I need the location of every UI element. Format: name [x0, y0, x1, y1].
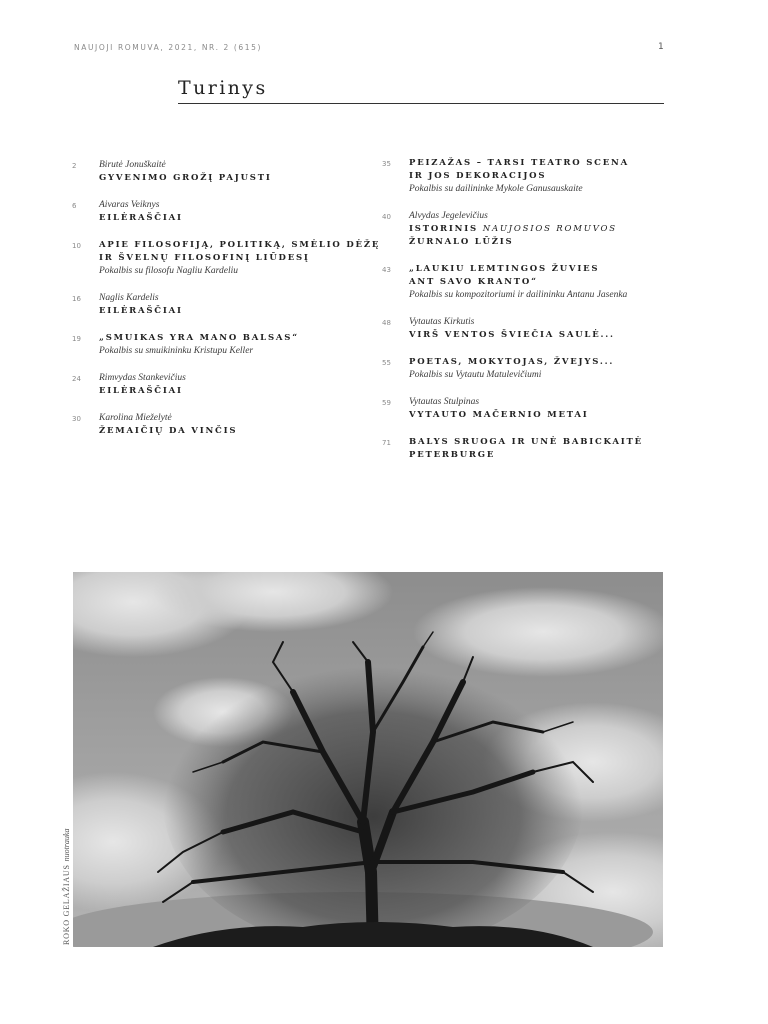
entry-author: Birutė Jonuškaitė: [99, 160, 166, 170]
entry-subtitle: Pokalbis su dailininke Mykole Ganusauskaite: [409, 184, 583, 194]
entry-title-line-2: IR JOS DEKORACIJOS: [409, 171, 547, 181]
toc-entry[interactable]: [382, 157, 672, 196]
toc-entry[interactable]: [382, 356, 672, 382]
entry-title-part: ISTORINIS: [409, 224, 483, 234]
entry-title-line-2: ANT SAVO KRANTO“: [409, 277, 538, 287]
entry-page-number: 30: [72, 415, 81, 423]
entry-author: Vytautas Stulpinas: [409, 397, 480, 407]
entry-title: „SMUIKAS YRA MANO BALSAS“: [99, 333, 299, 343]
entry-title: BALYS SRUOGA IR UNĖ BABICKAITĖ: [409, 437, 643, 447]
entry-page-number: 48: [382, 319, 391, 327]
entry-page-number: 35: [382, 160, 391, 168]
entry-author: Alvydas Jegelevičius: [409, 211, 488, 221]
toc-entry[interactable]: [382, 263, 672, 302]
photo-credit-name: ROKO GELAŽIAUS: [62, 864, 71, 945]
toc-entry[interactable]: [72, 199, 372, 225]
entry-author: Rimvydas Stankevičius: [99, 373, 186, 383]
toc-entry[interactable]: [382, 210, 672, 249]
entry-title: VIRŠ VENTOS ŠVIEČIA SAULĖ...: [409, 330, 615, 340]
entry-title: GYVENIMO GROŽĮ PAJUSTI: [99, 173, 272, 183]
toc-entry[interactable]: [72, 159, 372, 185]
entry-title: „LAUKIU LEMTINGOS ŽUVIES: [409, 264, 600, 274]
toc-entry[interactable]: [382, 436, 672, 462]
entry-title: VYTAUTO MAČERNIO METAI: [409, 410, 589, 420]
tree-photo-graphic: [73, 572, 663, 947]
entry-page-number: 24: [72, 375, 81, 383]
entry-page-number: 59: [382, 399, 391, 407]
entry-subtitle: Pokalbis su smuikininku Kristupu Keller: [99, 346, 254, 356]
toc-entry[interactable]: [72, 332, 372, 358]
entry-title: [409, 223, 672, 236]
entry-page-number: 40: [382, 213, 391, 221]
toc-entry[interactable]: [72, 239, 381, 278]
entry-subtitle: Pokalbis su filosofu Nagliu Kardeliu: [99, 266, 238, 276]
photo-credit-word: nuotrauka: [62, 828, 71, 862]
entry-page-number: 10: [72, 242, 81, 250]
entry-title: ŽEMAIČIŲ DA VINČIS: [99, 426, 238, 436]
tree-photo: [73, 572, 663, 947]
toc-entry[interactable]: [382, 316, 672, 342]
entry-author: Aivaras Veiknys: [99, 200, 160, 210]
toc-entry[interactable]: [72, 412, 372, 438]
entry-author: Karolina Mieželytė: [99, 413, 172, 423]
entry-title-italic-part: NAUJOSIOS ROMUVOS: [482, 224, 617, 234]
entry-author: Vytautas Kirkutis: [409, 317, 475, 327]
entry-page-number: 43: [382, 266, 391, 274]
entry-author: Naglis Kardelis: [99, 293, 159, 303]
entry-title-line-2: IR ŠVELNŲ FILOSOFINĮ LIŪDESĮ: [99, 253, 310, 263]
running-head: NAUJOJI ROMUVA, 2021, NR. 2 (615): [74, 43, 263, 52]
entry-title-line-2: PETERBURGE: [409, 450, 496, 460]
page-number: 1: [658, 42, 664, 52]
entry-page-number: 6: [72, 202, 77, 210]
entry-title: POETAS, MOKYTOJAS, ŽVEJYS...: [409, 357, 615, 367]
entry-title: EILĖRAŠČIAI: [99, 386, 183, 396]
toc-entry[interactable]: [72, 292, 372, 318]
entry-subtitle: Pokalbis su kompozitoriumi ir dailininku Antanu Jasenka: [409, 290, 628, 300]
entry-title-line-2: ŽURNALO LŪŽIS: [409, 237, 514, 247]
toc-right-column: [382, 157, 672, 476]
entry-page-number: 2: [72, 162, 77, 170]
entry-page-number: 55: [382, 359, 391, 367]
toc-entry[interactable]: [72, 372, 372, 398]
entry-page-number: 19: [72, 335, 81, 343]
entry-title: APIE FILOSOFIJĄ, POLITIKĄ, SMĖLIO DĖŽĘ: [99, 240, 381, 250]
photo-credit: [62, 829, 71, 945]
entry-title: EILĖRAŠČIAI: [99, 213, 183, 223]
title-rule: [178, 103, 664, 104]
entry-title: EILĖRAŠČIAI: [99, 306, 183, 316]
page-title: Turinys: [178, 77, 268, 99]
entry-page-number: 71: [382, 439, 391, 447]
entry-title: PEIZAŽAS – TARSI TEATRO SCENA: [409, 158, 629, 168]
entry-page-number: 16: [72, 295, 81, 303]
entry-subtitle: Pokalbis su Vytautu Matulevičiumi: [409, 370, 542, 380]
toc-left-column: [72, 159, 381, 452]
toc-entry[interactable]: [382, 396, 672, 422]
